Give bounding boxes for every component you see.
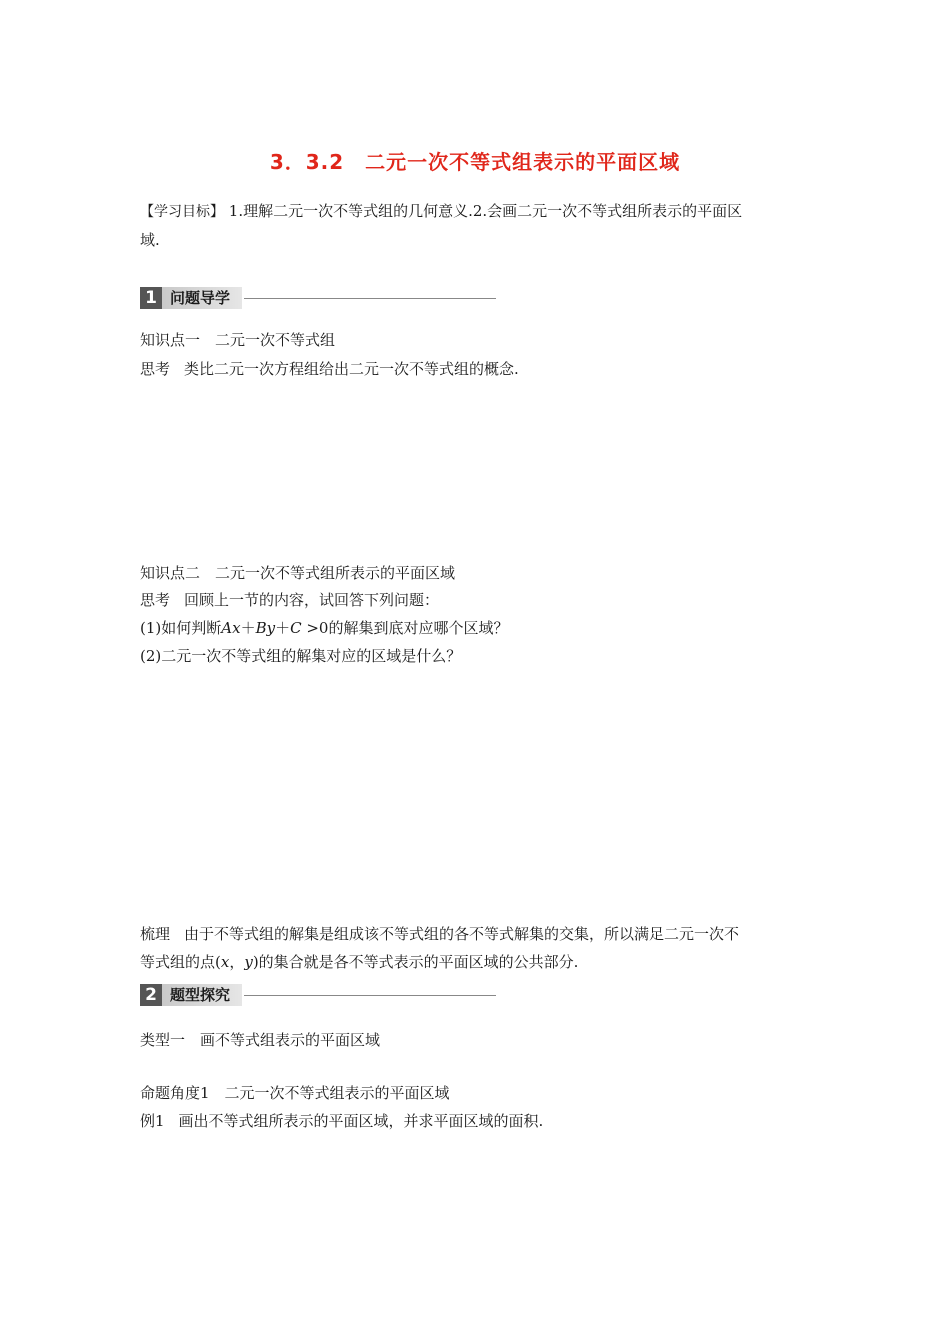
objectives-text-line2: 域. xyxy=(140,231,160,249)
section-rule-2 xyxy=(244,995,496,996)
section-number-1: 1 xyxy=(140,287,162,309)
type1-heading: 类型一 画不等式组表示的平面区域 xyxy=(140,1031,381,1049)
section-label-2: 题型探究 xyxy=(162,984,242,1006)
example1-label: 例1 xyxy=(140,1112,165,1130)
summary-comma: ， xyxy=(229,953,245,971)
q1-plus-2: ＋ xyxy=(275,619,291,637)
section-number-2: 2 xyxy=(140,984,162,1006)
summary-label: 梳理 xyxy=(140,925,171,943)
objectives-label: 【学习目标】 xyxy=(140,204,224,220)
example1-text: 画出不等式组所表示的平面区域，并求平面区域的面积. xyxy=(178,1112,544,1130)
angle1-heading: 命题角度1 二元一次不等式组表示的平面区域 xyxy=(140,1084,450,1102)
q1-var-y: y xyxy=(266,619,276,637)
kp2-question-1 xyxy=(140,617,508,639)
kp1-heading: 知识点一 二元一次不等式组 xyxy=(140,331,336,349)
summary-var-y: y xyxy=(244,953,253,971)
summary-line2-b: )的集合就是各不等式表示的平面区域的公共部分. xyxy=(252,953,579,971)
q1-var-B: B xyxy=(255,619,267,637)
section-header-1 xyxy=(140,287,496,309)
q1-var-C: C xyxy=(290,619,302,637)
q1-plus-1: ＋ xyxy=(240,619,256,637)
kp2-think-text: 回顾上一节的内容，试回答下列问题： xyxy=(184,591,440,609)
kp1-think-text: 类比二元一次方程组给出二元一次不等式组的概念. xyxy=(184,360,519,378)
section-rule-1 xyxy=(244,298,496,299)
kp1-think xyxy=(140,358,519,380)
summary-line1: 由于不等式组的解集是组成该不等式组的各不等式解集的交集，所以满足二元一次不 xyxy=(184,925,740,943)
q1-suffix: >0的解集到底对应哪个区域？ xyxy=(301,619,509,637)
q1-prefix: (1)如何判断 xyxy=(140,619,222,637)
learning-objectives xyxy=(140,197,820,254)
kp2-think xyxy=(140,589,439,611)
kp2-heading: 知识点二 二元一次不等式组所表示的平面区域 xyxy=(140,564,456,582)
kp1-think-label: 思考 xyxy=(140,360,171,378)
summary-paragraph xyxy=(140,920,820,976)
summary-line2-a: 等式组的点( xyxy=(140,953,221,971)
objectives-text-line1: 1.理解二元一次不等式组的几何意义.2.会画二元一次不等式组所表示的平面区 xyxy=(228,202,743,220)
q1-var-A: A xyxy=(221,619,233,637)
kp2-question-2: (2)二元一次不等式组的解集对应的区域是什么？ xyxy=(140,647,462,665)
example1 xyxy=(140,1110,543,1132)
q1-var-x: x xyxy=(232,619,241,637)
page-title: 3．3.2 二元一次不等式组表示的平面区域 xyxy=(269,150,681,174)
summary-var-x: x xyxy=(220,953,230,971)
kp2-think-label: 思考 xyxy=(140,591,171,609)
section-header-2 xyxy=(140,984,496,1006)
section-label-1: 问题导学 xyxy=(162,287,242,309)
